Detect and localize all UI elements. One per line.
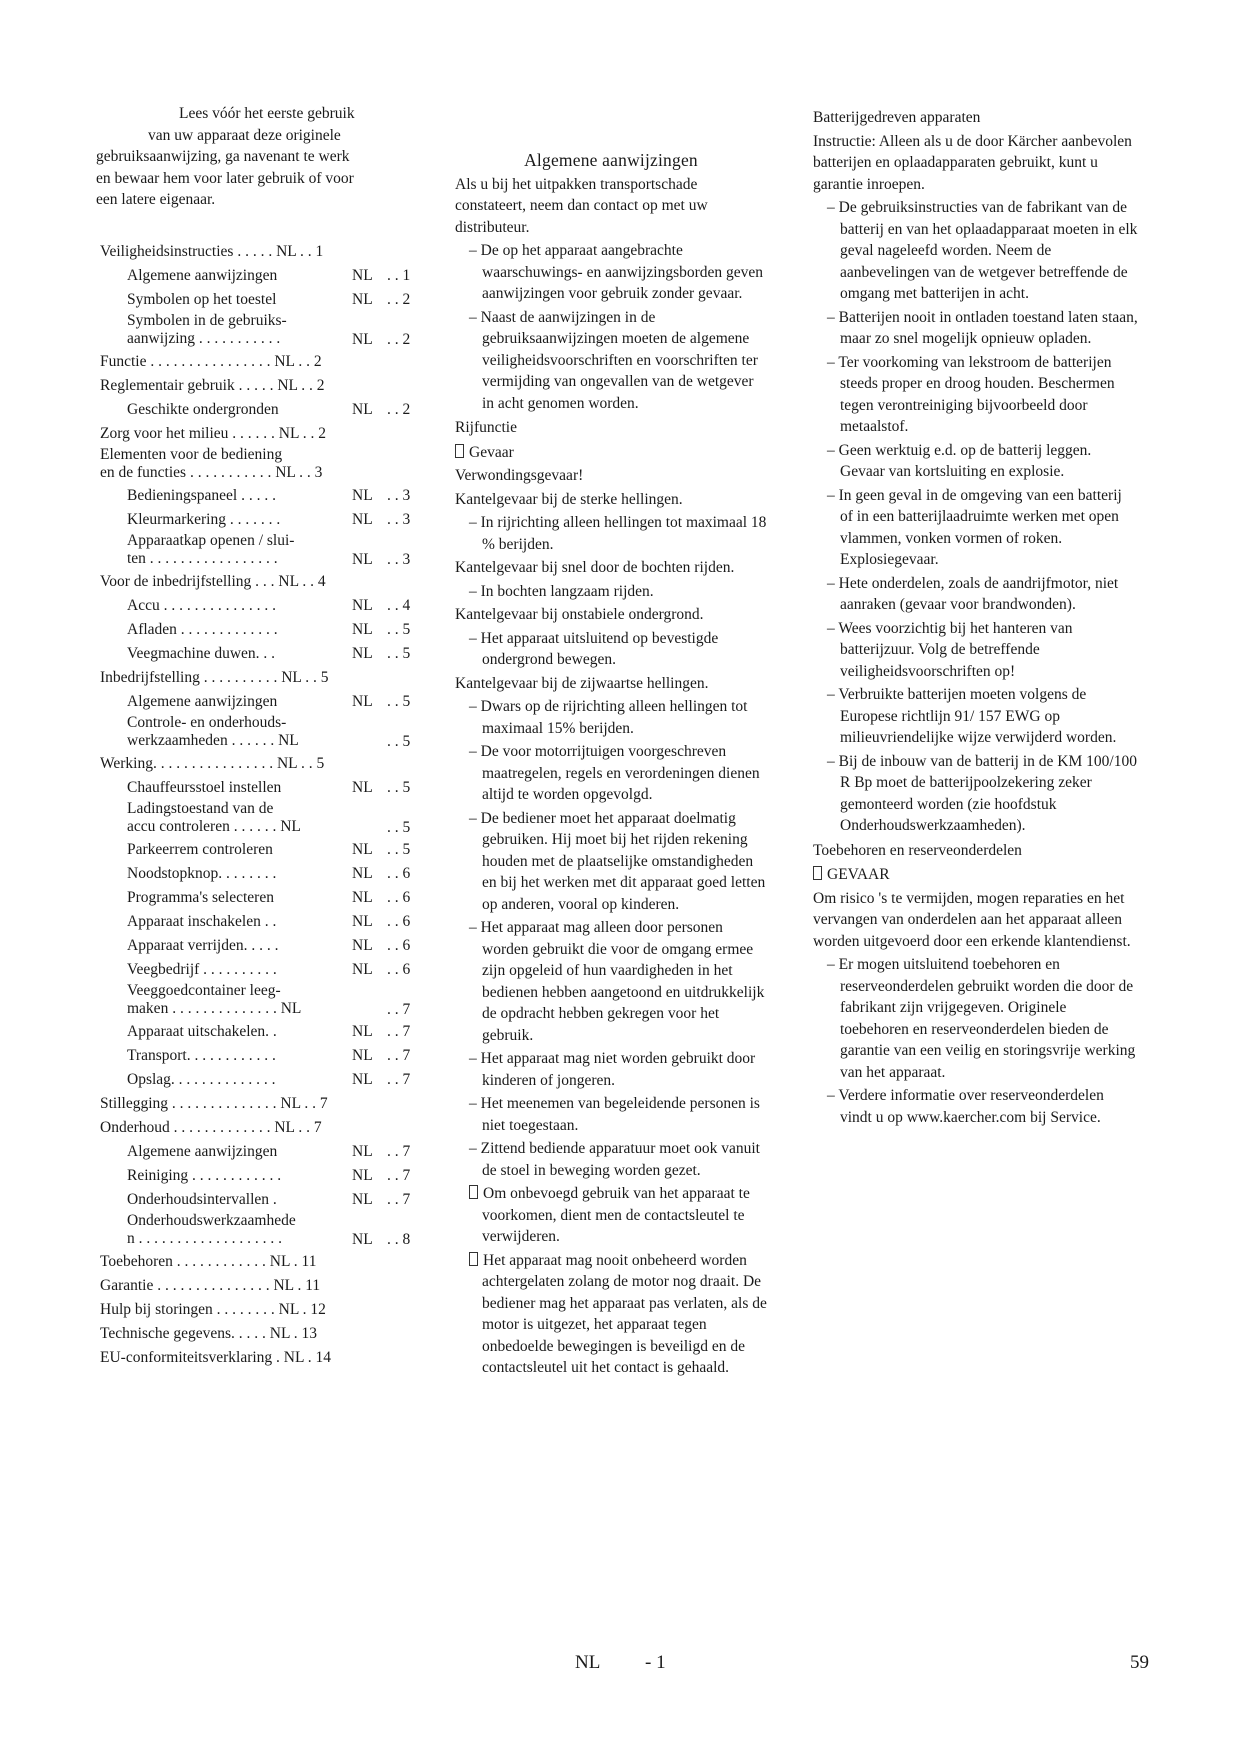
toc-entry (100, 1274, 430, 1298)
toc-entry (100, 446, 430, 484)
subsection-title: Batterijgedreven apparaten (813, 109, 981, 126)
list-item: – Het apparaat mag alleen door personen worden gebruikt die voor de omgang ermee zijn opgeleid of hun vaardigheden in het bedienen hebben aangetoond en uitdrukkelijk de opdracht hebben gekregen voor het gebruik. (455, 917, 767, 1046)
list-item: – Het apparaat uitsluitend op bevestigde ondergrond bewegen. (455, 628, 767, 671)
toc-title: Symbolen op het toestel (127, 291, 277, 308)
toc-page: . . 2 (387, 331, 411, 348)
toc-entry (100, 1188, 430, 1212)
toc-lang: NL (352, 401, 373, 418)
toc-entry (100, 752, 430, 776)
column-battery-devices (813, 107, 1138, 1130)
toc-entry (100, 1140, 430, 1164)
toc-entry (100, 398, 430, 422)
toc-title: Voor de inbedrijfstelling . . . NL . . 4 (100, 573, 326, 590)
paragraph: Als u bij het uitpakken transportschade constateert, neem dan contact op met uw distributeur. (455, 175, 708, 236)
table-of-contents (100, 240, 430, 1370)
toc-entry (100, 934, 430, 958)
section-heading: Algemene aanwijzingen (524, 150, 698, 170)
toc-title-line2: werkzaamheden . . . . . . NL (127, 732, 299, 749)
toc-title: Apparaat uitschakelen. . (127, 1023, 277, 1040)
toc-entry (100, 288, 430, 312)
toc-title: Accu . . . . . . . . . . . . . . . (127, 597, 276, 614)
toc-title-line2: en de functies . . . . . . . . . . . NL . . 3 (100, 464, 323, 481)
warning-icon (469, 1252, 478, 1266)
toc-page: . . 7 (387, 1143, 411, 1160)
toc-page: . . 6 (387, 889, 411, 906)
intro-text (96, 103, 396, 211)
toc-title: Apparaat verrijden. . . . . (127, 937, 279, 954)
toc-page: . . 3 (387, 511, 411, 528)
toc-title: Algemene aanwijzingen (127, 1143, 278, 1160)
toc-lang: NL (352, 693, 373, 710)
toc-page: . . 5 (387, 693, 411, 710)
toc-title: Onderhoudsintervallen . (127, 1191, 277, 1208)
toc-title: Programma's selecteren (127, 889, 274, 906)
warning-icon (455, 444, 464, 458)
list-item: – Geen werktuig e.d. op de batterij leggen. Gevaar van kortsluiting en explosie. (813, 440, 1138, 483)
toc-title: Transport. . . . . . . . . . . . (127, 1047, 276, 1064)
toc-entry (100, 776, 430, 800)
toc-page: . . 5 (387, 779, 411, 796)
toc-page: . . 7 (387, 1191, 411, 1208)
toc-title: Toebehoren . . . . . . . . . . . . NL . 11 (100, 1253, 317, 1270)
toc-title: Zorg voor het milieu . . . . . . NL . . 2 (100, 425, 327, 442)
toc-entry (100, 910, 430, 934)
toc-entry (100, 862, 430, 886)
toc-entry (100, 886, 430, 910)
toc-title: Parkeerrem controleren (127, 841, 273, 858)
toc-entry (100, 532, 430, 570)
danger-label (455, 442, 767, 464)
paragraph: Instructie: Alleen als u de door Kärcher aanbevolen batterijen en oplaadapparaten gebruikt, kunt u garantie inroepen. (813, 132, 1132, 193)
toc-lang: NL (352, 1191, 373, 1208)
toc-title-line2: aanwijzing . . . . . . . . . . . (127, 330, 281, 347)
list-item: – Wees voorzichtig bij het hanteren van batterijzuur. Volg de betreffende veiligheidsvoorschriften op! (813, 618, 1138, 683)
toc-title: Opslag. . . . . . . . . . . . . . (127, 1071, 276, 1088)
toc-entry (100, 618, 430, 642)
warning-icon (469, 1185, 478, 1199)
toc-title: Reglementair gebruik . . . . . NL . . 2 (100, 377, 325, 394)
toc-page: . . 5 (387, 841, 411, 858)
toc-title: Elementen voor de bediening (100, 446, 283, 463)
list-item: – De bediener moet het apparaat doelmatig gebruiken. Hij moet bij het rijden rekening houden met de plaatselijke omstandigheden en bij het werken met dit apparaat goed letten op anderen, vooral op kinderen. (455, 808, 767, 916)
toc-lang: NL (352, 1047, 373, 1064)
toc-entry (100, 570, 430, 594)
subsection-title: Toebehoren en reserveonderdelen (813, 841, 1022, 859)
toc-entry (100, 1116, 430, 1140)
toc-lang: NL (352, 267, 373, 284)
toc-lang: NL (352, 1231, 373, 1248)
toc-entry (100, 240, 430, 264)
toc-entry (100, 1020, 430, 1044)
paragraph: Kantelgevaar bij snel door de bochten rijden. (455, 559, 735, 576)
toc-lang: NL (352, 1071, 373, 1088)
toc-entry (100, 982, 430, 1020)
toc-title: Veegmachine duwen. . . (127, 645, 276, 662)
list-item: – Er mogen uitsluitend toebehoren en reserveonderdelen gebruikt worden die door de fabrikant zijn vrijgegeven. Originele toebehoren en reserveonderdelen bieden de garantie van een veilig en storingsvrije werking van het apparaat. (813, 954, 1138, 1083)
toc-entry (100, 714, 430, 752)
toc-title: Veeggoedcontainer leeg- (127, 982, 281, 999)
toc-title: Kleurmarkering . . . . . . . (127, 511, 281, 528)
toc-entry (100, 1346, 430, 1370)
toc-entry (100, 312, 430, 350)
list-item: – In rijrichting alleen hellingen tot maximaal 18 % berijden. (455, 512, 767, 555)
toc-title-line2: accu controleren . . . . . . NL (127, 818, 301, 835)
list-item: – Hete onderdelen, zoals de aandrijfmotor, niet aanraken (gevaar voor brandwonden). (813, 573, 1138, 616)
toc-title: Stillegging . . . . . . . . . . . . . . NL . . 7 (100, 1095, 328, 1112)
toc-lang: NL (352, 889, 373, 906)
list-item: – Naast de aanwijzingen in de gebruiksaanwijzingen moeten de algemene veiligheidsvoorschriften en voorschriften ter vermijding van ongevallen van de wetgever in acht genomen worden. (455, 307, 767, 415)
paragraph: Om risico 's te vermijden, mogen reparaties en het vervangen van onderdelen aan het apparaat alleen worden uitgevoerd door een erkende klantendienst. (813, 889, 1131, 950)
toc-entry (100, 838, 430, 862)
toc-title: Chauffeursstoel instellen (127, 779, 282, 796)
toc-entry (100, 484, 430, 508)
warning-text: Het apparaat mag nooit onbeheerd worden achtergelaten zolang de motor nog draait. De bediener mag het apparaat pas verlaten, als de motor is uitgezet, het apparaat tegen onbedoelde bewegingen is beveiligd en de contactsleutel uit het contact is gehaald. (482, 1251, 767, 1376)
toc-lang: NL (352, 645, 373, 662)
toc-title: EU-conformiteitsverklaring . NL . 14 (100, 1349, 332, 1366)
toc-entry (100, 1322, 430, 1346)
list-item: – Dwars op de rijrichting alleen hellingen tot maximaal 15% berijden. (455, 696, 767, 739)
toc-page: . . 7 (387, 1023, 411, 1040)
toc-entry (100, 958, 430, 982)
subsection-title: Rijfunctie (455, 419, 517, 436)
toc-page: . . 2 (387, 291, 411, 308)
toc-entry (100, 666, 430, 690)
toc-lang: NL (352, 331, 373, 348)
intro-line: Lees vóór het eerste gebruik (179, 105, 355, 122)
toc-page: . . 8 (387, 1231, 411, 1248)
toc-lang: NL (352, 779, 373, 796)
toc-lang: NL (352, 1167, 373, 1184)
toc-title: Werking. . . . . . . . . . . . . . . . NL . . 5 (100, 755, 325, 772)
toc-entry (100, 800, 430, 838)
list-item: – Verbruikte batterijen moeten volgens de Europese richtlijn 91/ 157 EWG op milieuvriendelijke wijze verwijderd worden. (813, 684, 1138, 749)
intro-line: een latere eigenaar. (96, 191, 216, 208)
paragraph: Verwondingsgevaar! (455, 467, 584, 484)
toc-page: . . 5 (387, 819, 411, 836)
toc-title: Ladingstoestand van de (127, 800, 274, 817)
toc-entry (100, 350, 430, 374)
toc-entry (100, 1212, 430, 1250)
toc-entry (100, 594, 430, 618)
toc-title: Algemene aanwijzingen (127, 267, 278, 284)
toc-page: . . 5 (387, 733, 411, 750)
toc-entry (100, 1068, 430, 1092)
toc-lang: NL (352, 841, 373, 858)
list-item: – Het meenemen van begeleidende personen is niet toegestaan. (455, 1093, 767, 1136)
list-item: – De voor motorrijtuigen voorgeschreven maatregelen, regels en verordeningen dienen altijd te worden opgevolgd. (455, 741, 767, 806)
toc-lang: NL (352, 551, 373, 568)
toc-entry (100, 642, 430, 666)
toc-page: . . 4 (387, 597, 411, 614)
toc-entry (100, 1164, 430, 1188)
danger-label (813, 864, 1138, 886)
toc-title: Geschikte ondergronden (127, 401, 279, 418)
toc-title: Noodstopknop. . . . . . . . (127, 865, 277, 882)
toc-entry (100, 690, 430, 714)
toc-title: Hulp bij storingen . . . . . . . . NL . 12 (100, 1301, 326, 1318)
list-item: – De gebruiksinstructies van de fabrikant van de batterij en van het oplaadapparaat moeten in elk geval nageleefd worden. Neem de aanbevelingen van de wetgever betreffende de omgang met batterijen in acht. (813, 197, 1138, 305)
paragraph: Kantelgevaar bij de zijwaartse hellingen. (455, 674, 709, 692)
toc-title: Apparaatkap openen / slui- (127, 532, 295, 549)
toc-page: . . 1 (387, 267, 411, 284)
toc-entry (100, 374, 430, 398)
toc-page: . . 7 (387, 1167, 411, 1184)
toc-entry (100, 264, 430, 288)
toc-lang: NL (352, 621, 373, 638)
list-item: – Batterijen nooit in ontladen toestand laten staan, maar zo snel mogelijk opnieuw opladen. (813, 307, 1138, 350)
toc-entry (100, 1250, 430, 1274)
list-item: – De op het apparaat aangebrachte waarschuwings- en aanwijzingsborden geven aanwijzingen voor gebruik zonder gevaar. (455, 240, 767, 305)
toc-page: . . 7 (387, 1047, 411, 1064)
list-item: – Verdere informatie over reserveonderdelen vindt u op www.kaercher.com bij Service. (813, 1085, 1138, 1128)
danger-text: GEVAAR (827, 866, 890, 883)
list-item: – Het apparaat mag niet worden gebruikt door kinderen of jongeren. (455, 1048, 767, 1091)
toc-page: . . 3 (387, 487, 411, 504)
toc-title: Functie . . . . . . . . . . . . . . . . NL . . 2 (100, 353, 322, 370)
toc-page: . . 6 (387, 937, 411, 954)
toc-lang: NL (352, 961, 373, 978)
toc-page: . . 6 (387, 865, 411, 882)
toc-entry (100, 422, 430, 446)
page-number: 59 (1130, 1652, 1149, 1673)
warning-item (455, 1250, 767, 1379)
toc-entry (100, 1092, 430, 1116)
toc-lang: NL (352, 865, 373, 882)
list-item: – Ter voorkoming van lekstroom de batterijen steeds proper en droog houden. Beschermen tegen verontreiniging bijvoorbeeld door metaalstof. (813, 352, 1138, 438)
toc-title: Veiligheidsinstructies . . . . . NL . . 1 (100, 243, 324, 260)
toc-lang: NL (352, 1143, 373, 1160)
toc-page: . . 6 (387, 913, 411, 930)
toc-title-line2: n . . . . . . . . . . . . . . . . . . . (127, 1230, 282, 1247)
toc-title: Reiniging . . . . . . . . . . . . (127, 1167, 282, 1184)
toc-title-line2: maken . . . . . . . . . . . . . . NL (127, 1000, 302, 1017)
toc-title: Controle- en onderhouds- (127, 714, 287, 731)
toc-title-line2: ten . . . . . . . . . . . . . . . . . (127, 550, 278, 567)
footer-section-number: - 1 (645, 1652, 666, 1673)
toc-title: Onderhoud . . . . . . . . . . . . . NL . . 7 (100, 1119, 322, 1136)
toc-title: Apparaat inschakelen . . (127, 913, 277, 930)
toc-page: . . 7 (387, 1001, 411, 1018)
paragraph: Kantelgevaar bij onstabiele ondergrond. (455, 606, 704, 623)
toc-title: Inbedrijfstelling . . . . . . . . . . NL . . 5 (100, 669, 329, 686)
intro-line: en bewaar hem voor later gebruik of voor (96, 169, 354, 187)
intro-line: van uw apparaat deze originele (148, 126, 341, 144)
toc-page: . . 7 (387, 1071, 411, 1088)
list-item: – In geen geval in de omgeving van een batterij of in een batterijlaadruimte werken met open vlammen, vonken vormen of roken. Explosiegevaar. (813, 485, 1138, 571)
toc-title: Garantie . . . . . . . . . . . . . . . NL . 11 (100, 1277, 321, 1294)
intro-line: gebruiksaanwijzing, ga navenant te werk (96, 148, 350, 165)
toc-lang: NL (352, 913, 373, 930)
paragraph: Kantelgevaar bij de sterke hellingen. (455, 490, 683, 508)
toc-title: Technische gegevens. . . . . NL . 13 (100, 1325, 317, 1342)
toc-page: . . 3 (387, 551, 411, 568)
toc-title: Algemene aanwijzingen (127, 693, 278, 710)
toc-entry (100, 1298, 430, 1322)
toc-title: Afladen . . . . . . . . . . . . . (127, 621, 278, 638)
warning-icon (813, 866, 822, 880)
toc-title: Symbolen in de gebruiks- (127, 312, 287, 329)
footer-language: NL (575, 1652, 601, 1673)
toc-title: Veegbedrijf . . . . . . . . . . (127, 961, 277, 978)
toc-page: . . 5 (387, 645, 411, 662)
list-item: – Bij de inbouw van de batterij in de KM 100/100 R Bp moet de batterijpoolzekering zeker gemonteerd worden (zie hoofdstuk Onderhoudswerkzaamheden). (813, 751, 1138, 837)
list-item: – Zittend bediende apparatuur moet ook vanuit de stoel in beweging worden gezet. (455, 1138, 767, 1181)
toc-lang: NL (352, 597, 373, 614)
list-item: – In bochten langzaam rijden. (455, 581, 767, 603)
toc-title: Onderhoudswerkzaamhede (127, 1212, 296, 1229)
toc-lang: NL (352, 511, 373, 528)
toc-page: . . 5 (387, 621, 411, 638)
toc-lang: NL (352, 1023, 373, 1040)
toc-lang: NL (352, 291, 373, 308)
toc-title: Bedieningspaneel . . . . . (127, 487, 276, 504)
toc-entry (100, 1044, 430, 1068)
toc-lang: NL (352, 487, 373, 504)
toc-lang: NL (352, 937, 373, 954)
warning-item (455, 1183, 767, 1248)
column-general-instructions (455, 150, 767, 1381)
toc-page: . . 6 (387, 961, 411, 978)
warning-text: Om onbevoegd gebruik van het apparaat te voorkomen, dient men de contactsleutel te verwijderen. (482, 1185, 750, 1245)
toc-page: . . 2 (387, 401, 411, 418)
danger-text: Gevaar (469, 443, 514, 461)
toc-entry (100, 508, 430, 532)
